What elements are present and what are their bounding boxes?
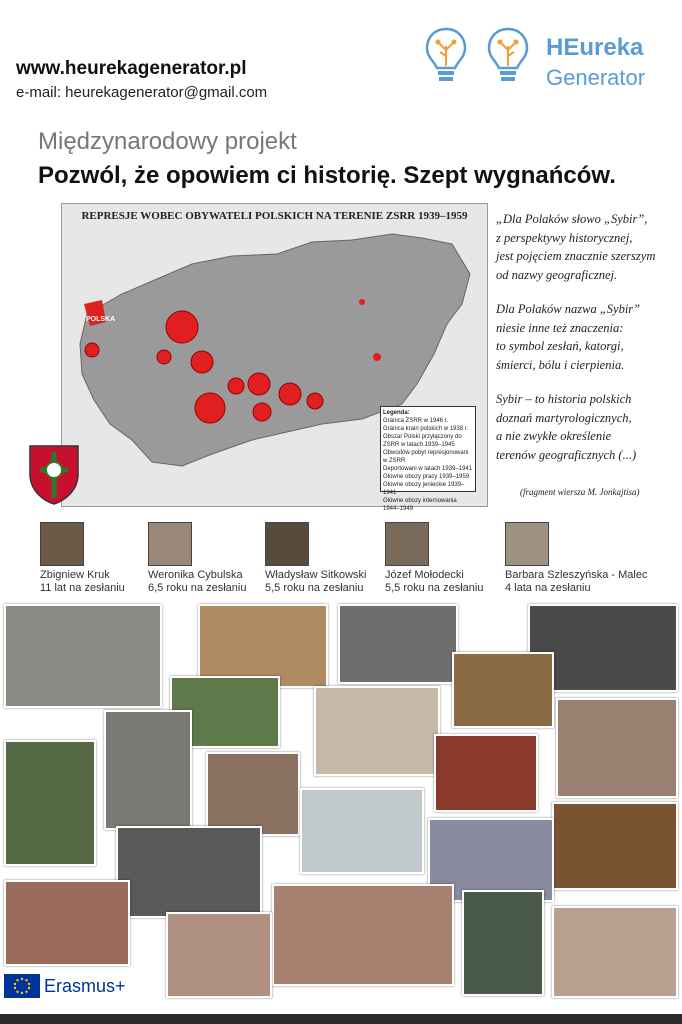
train-wagons-photo: [434, 734, 538, 812]
conference-group-photo: [300, 788, 424, 874]
students-photo: [4, 880, 130, 966]
witness-card: [265, 522, 395, 595]
legend-item: Granica ZSRR w 1946 r.: [383, 418, 449, 424]
legend-item: Granica krain polskich w 1938 r.: [383, 426, 469, 432]
archival-photo: [4, 604, 162, 708]
lightbulb-icon: [486, 26, 530, 88]
legend-item: Obwodów pobyt represjonowani w ZSRR: [383, 450, 469, 464]
legend-title: Legenda:: [383, 410, 410, 416]
bunks-interior-photo: [552, 802, 678, 890]
repression-map: [61, 203, 488, 512]
legend-item: Główne obozy jenieckie 1939–1941: [383, 482, 465, 496]
brand-name: HEureka: [546, 34, 644, 61]
witness-name: Władysław Sitkowski: [265, 569, 367, 581]
group-indoor-photo: [206, 752, 300, 836]
witness-years: 5,5 roku na zesłaniu: [265, 582, 364, 594]
poem-text: [496, 210, 676, 480]
witness-name: Barbara Szleszyńska - Malec: [505, 569, 648, 581]
class-archival-photo: [116, 826, 262, 918]
website-link[interactable]: www.heurekagenerator.pl: [16, 58, 247, 79]
brand-subname: Generator: [546, 65, 646, 90]
witness-years: 11 lat na zesłaniu: [40, 582, 125, 594]
witness-photo: [385, 522, 429, 566]
lightbulb-icon: [424, 26, 468, 88]
erasmus-logo-text: Erasmus+: [44, 976, 126, 996]
witness-years: 5,5 roku na zesłaniu: [385, 582, 484, 594]
witness-card: [385, 522, 515, 595]
large-group-photo: [272, 884, 454, 986]
railway-archival-photo: [338, 604, 458, 684]
poem-stanza: Sybir – to historia polskich doznań martyrologicznych, a nie zwykłe określenie terenów geograficznych (...): [496, 392, 637, 462]
discussion-photo: [556, 698, 678, 798]
project-subtitle: Międzynarodowy projekt: [38, 128, 297, 155]
bottom-bar: [0, 1014, 682, 1024]
email-address: e-mail: heurekagenerator@gmail.com: [16, 84, 268, 101]
woman-child-archival-photo: [104, 710, 192, 830]
coat-of-arms-image: [26, 440, 82, 506]
students-elder-photo: [552, 906, 678, 998]
witness-photo: [148, 522, 192, 566]
meeting-photo: [314, 686, 440, 776]
witness-card: [148, 522, 278, 595]
map-title: REPRESJE WOBEC OBYWATELI POLSKICH NA TERENIE ZSRR 1939–1959: [81, 210, 468, 222]
poem-stanza: Dla Polaków nazwa „Sybir” niesie inne też znaczenia: to symbol zesłań, katorgi, śmierci, bólu i cierpienia.: [496, 302, 641, 372]
legend-item: Deportowani w latach 1939–1941: [383, 466, 473, 472]
poem-stanza: „Dla Polaków słowo „Sybir”, z perspektywy historycznej, jest pojęciem znacznie szerszym od nazwy geograficznej.: [496, 212, 656, 282]
witness-name: Zbigniew Kruk: [40, 569, 110, 581]
witness-years: 6,5 roku na zesłaniu: [148, 582, 247, 594]
legend-item: Główne obozy internowania 1944–1949: [383, 498, 457, 512]
witness-years: 4 lata na zesłaniu: [505, 582, 591, 594]
witness-card: [505, 522, 675, 595]
map-legend: [380, 406, 476, 512]
barracks-interior-photo: [452, 652, 554, 728]
locomotive-photo: [462, 890, 544, 996]
witness-photo: [40, 522, 84, 566]
witness-name: Józef Mołodecki: [385, 569, 464, 581]
witness-name: Weronika Cybulska: [148, 569, 243, 581]
elder-photo: [166, 912, 272, 998]
legend-item: Obszar Polski przyłączony do ZSRR w latach 1939–1945: [383, 434, 462, 448]
poland-label: POLSKA: [86, 316, 116, 323]
witness-photo: [265, 522, 309, 566]
watchtower-photo: [4, 740, 96, 866]
witness-photo: [505, 522, 549, 566]
legend-item: Główne obozy pracy 1939–1959: [383, 474, 470, 480]
eu-flag-icon: [4, 974, 40, 998]
poem-source: (fragment wiersza M. Jonkajtisa): [520, 487, 640, 497]
project-title: Pozwól, że opowiem ci historię. Szept wygnańców.: [38, 162, 616, 189]
